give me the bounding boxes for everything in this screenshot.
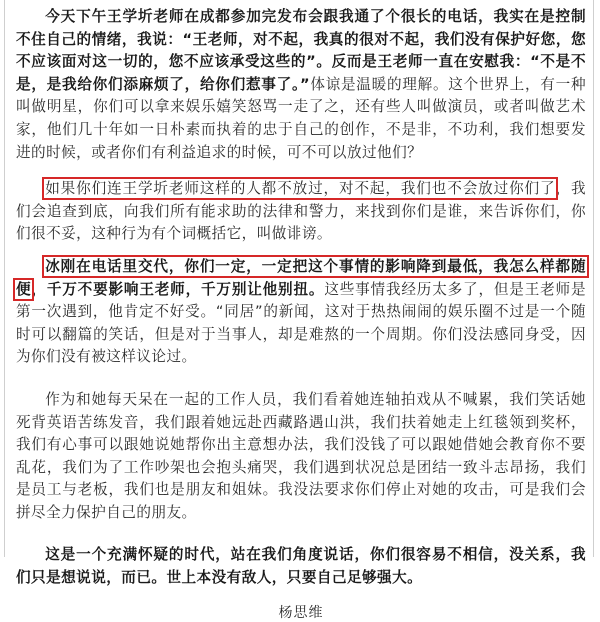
- page-border-right: [593, 0, 594, 557]
- paragraph-4: [16, 389, 586, 525]
- paragraph-1-text: 体谅是温暖的理解。这个世界上，有一种叫做明星，你们可以拿来娱乐嬉笑怒骂一走了之，还有些人叫做演员，或者叫做艺术家，他们几十年如一日朴素而执着的忠于自己的创作，不是非，不功利，我们想要发进的时候，或者你们有利益追求的时候，可不可以放过他们？: [16, 75, 586, 161]
- highlight-box-1: 如果你们连王学圻老师这样的人都不放过，对不起，我们也不会放过你们了: [45, 180, 556, 198]
- page-border-left: [4, 0, 5, 557]
- paragraph-3: [16, 256, 586, 369]
- highlight-box-2: 冰刚在电话里交代，你们一定，一定把这个事情的影响降到最低，我怎么样都随便: [16, 257, 586, 298]
- paragraph-5: [16, 544, 586, 589]
- signature: 杨思维: [278, 604, 324, 621]
- paragraph-2: [16, 178, 586, 246]
- paragraph-4-text: 作为和她每天呆在一起的工作人员，我们看着她连轴拍戏从不喊累，我们笑话她死背英语苦练发音，我们跟着她远赴西藏路遇山洪，我们扶着她走上红毯领到奖杯，我们有心事可以跟她说她帮你出主意想办法，我们没钱了可以跟她借她会教育你不要乱花，我们为了工作吵架也会抱头痛哭，我们遇到状况总是团结一致斗志昂扬，我们是员工与老板，我们也是朋友和姐妹。我没法要求你们停止对她的攻击，可是我们会拼尽全力保护自己的朋友。: [16, 390, 586, 521]
- paragraph-2-text: ，我们会追查到底，向我们所有能求助的法律和警力，来找到你们是谁，来告诉你们，你们很不妥，这种行为有个词概括它，叫做诽谤。: [16, 180, 586, 243]
- paragraph-5-bold: 这是一个充满怀疑的时代，站在我们角度说话，你们很容易不相信，没关系，我们只是想说说，而已。世上本没有敌人，只要自己足够强大。: [16, 546, 586, 587]
- paragraph-3-bold: ，千万不要影响王老师，千万别让他别扭。: [31, 280, 325, 298]
- paragraph-1-bold: 今天下午王学圻老师在成都参加完发布会跟我通了个很长的电话，我实在是控制不住自己的情绪，我说：“王老师，对不起，我真的很对不起，我们没有保护好您，您不应该面对这一切的，您不应该承受这些的”。反而是王老师一直在安慰我：“不是不是，是我给你们添麻烦了，给你们惹事了。”: [16, 8, 586, 93]
- paragraph-1: [16, 6, 586, 164]
- paragraph-3-text: 这些事情我经历太多了，但是王老师是第一次遇到，他肯定不好受。“同居”的新闻，这对于热热闹闹的娱乐圈不过是一个随时可以翻篇的笑话，但是对于当事人，却是难熬的一个周期。你们没法感同身受，因为你们没有被这样议论过。: [16, 280, 586, 366]
